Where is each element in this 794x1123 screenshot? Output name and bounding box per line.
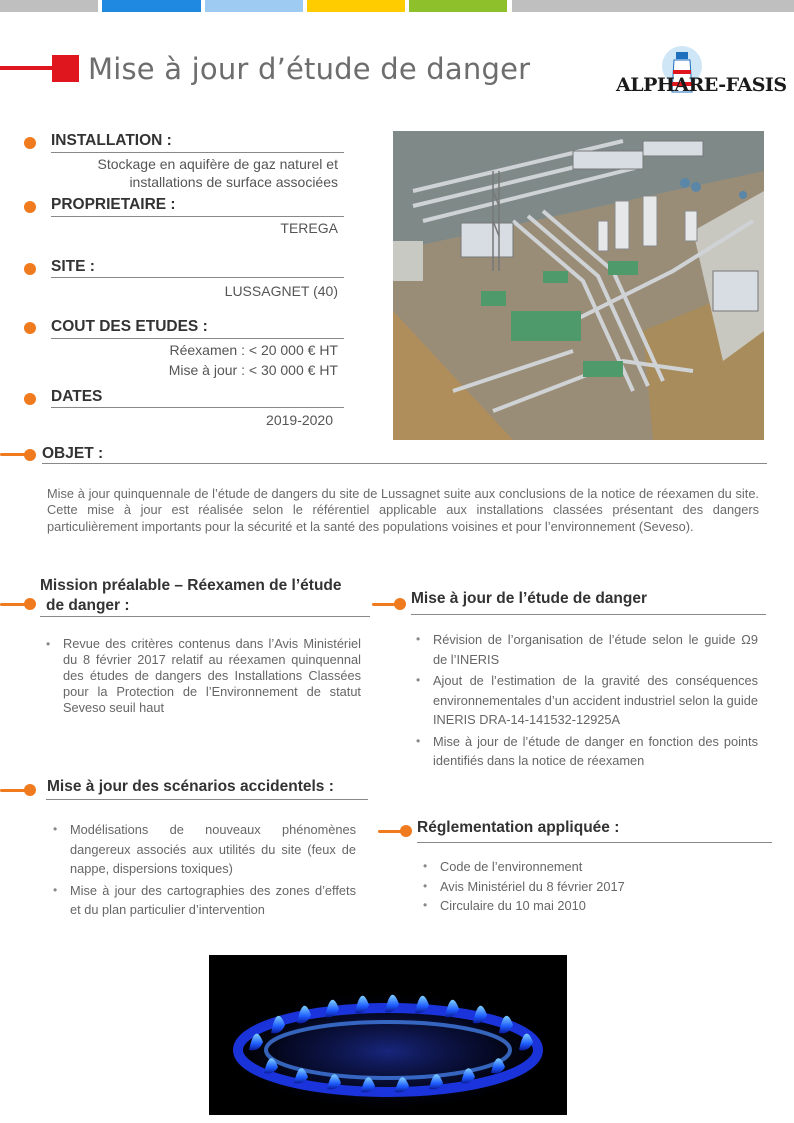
- mission-title-line2: de danger :: [46, 597, 130, 614]
- mission-rule: [40, 616, 370, 617]
- list-item: • Mise à jour des cartographies des zones d’effets et du plan particulier d’intervention: [50, 881, 356, 920]
- objet-rule: [42, 463, 767, 464]
- bullet-mission-icon: [24, 598, 36, 610]
- top-bar-2: [102, 0, 201, 12]
- gas-flame-photo: [209, 955, 567, 1115]
- top-bar-4: [307, 0, 405, 12]
- objet-label: OBJET :: [42, 445, 104, 462]
- dates-label: DATES: [51, 388, 103, 405]
- company-logo: [612, 40, 787, 102]
- proprietaire-label: PROPRIETAIRE :: [51, 196, 176, 213]
- top-bar-3: [205, 0, 303, 12]
- maj-title: Mise à jour de l’étude de danger: [411, 590, 647, 607]
- scenarios-rule: [46, 799, 368, 800]
- objet-text: Mise à jour quinquennale de l’étude de dangers du site de Lussagnet suite aux conclusions de la notice de réexamen du site. Cette mise à jour est réalisée selon le référentiel applicable aux installations classées présentant des dangers particulièrement importants pour la sécurité et la santé des populations voisines et pour l’environnement (Seveso).: [47, 486, 759, 534]
- mission-list: [43, 636, 361, 718]
- list-item: • Circulaire du 10 mai 2010: [420, 896, 760, 916]
- scenarios-list: [50, 820, 356, 922]
- installation-value-line2: installations de surface associées: [129, 174, 338, 190]
- bullet-site-icon: [24, 263, 36, 275]
- top-bar-5: [409, 0, 507, 12]
- dates-rule: [51, 407, 344, 408]
- bullet-objet-icon: [24, 449, 36, 461]
- top-bar-1: [0, 0, 98, 12]
- cout-rule: [51, 338, 344, 339]
- reglementation-title: Réglementation appliquée :: [417, 819, 620, 836]
- site-label: SITE :: [51, 258, 95, 275]
- mission-title-line1: Mission préalable – Réexamen de l’étude: [40, 577, 342, 594]
- installation-rule: [51, 152, 344, 153]
- cout-mise-a-jour: Mise à jour : < 30 000 € HT: [168, 362, 338, 378]
- cout-label: COUT DES ETUDES :: [51, 318, 208, 335]
- installation-value-line1: Stockage en aquifère de gaz naturel et: [97, 156, 338, 172]
- site-rule: [51, 277, 344, 278]
- bullet-scenarios-icon: [24, 784, 36, 796]
- top-bar-6: [512, 0, 794, 12]
- list-item: • Ajout de l’estimation de la gravité des conséquences environnementales d’un accident industriel selon la guide INERIS DRA-14-141532-12925A: [413, 671, 758, 730]
- dates-value: 2019-2020: [266, 412, 333, 428]
- list-item: • Code de l’environnement: [420, 857, 760, 877]
- bullet-reglementation-icon: [400, 825, 412, 837]
- proprietaire-value: TEREGA: [280, 220, 338, 236]
- bullet-maj-icon: [394, 598, 406, 610]
- title-accent-line: [0, 66, 56, 70]
- scenarios-title: Mise à jour des scénarios accidentels :: [47, 778, 334, 795]
- title-accent-square: [52, 55, 79, 82]
- page-title: Mise à jour d’étude de danger: [88, 52, 531, 86]
- proprietaire-rule: [51, 216, 344, 217]
- bullet-proprietaire-icon: [24, 201, 36, 213]
- list-item: • Modélisations de nouveaux phénomènes dangereux associés aux utilités du site (feux de nappe, dispersions toxiques): [50, 820, 356, 879]
- logo-text: ALPHARE-FASIS: [616, 74, 787, 96]
- list-item: • Mise à jour de l’étude de danger en fonction des points identifiés dans la notice de réexamen: [413, 732, 758, 771]
- list-item: • Révision de l’organisation de l’étude selon le guide Ω9 de l’INERIS: [413, 630, 758, 669]
- gas-storage-site-photo: [393, 131, 764, 440]
- installation-label: INSTALLATION :: [51, 132, 172, 149]
- site-value: LUSSAGNET (40): [224, 283, 338, 299]
- bullet-dates-icon: [24, 393, 36, 405]
- reglementation-rule: [417, 842, 772, 843]
- list-item: • Avis Ministériel du 8 février 2017: [420, 877, 760, 897]
- bullet-installation-icon: [24, 137, 36, 149]
- cout-reexamen: Réexamen : < 20 000 € HT: [169, 342, 338, 358]
- bullet-cout-icon: [24, 322, 36, 334]
- reglementation-list: [420, 857, 760, 916]
- maj-rule: [411, 614, 766, 615]
- maj-list: [413, 630, 758, 773]
- list-item: • Revue des critères contenus dans l’Avis Ministériel du 8 février 2017 relatif au réexamen quinquennal des études de dangers des Installations Classées pour la Protection de l’Environnement de statut Seveso seuil haut: [43, 636, 361, 716]
